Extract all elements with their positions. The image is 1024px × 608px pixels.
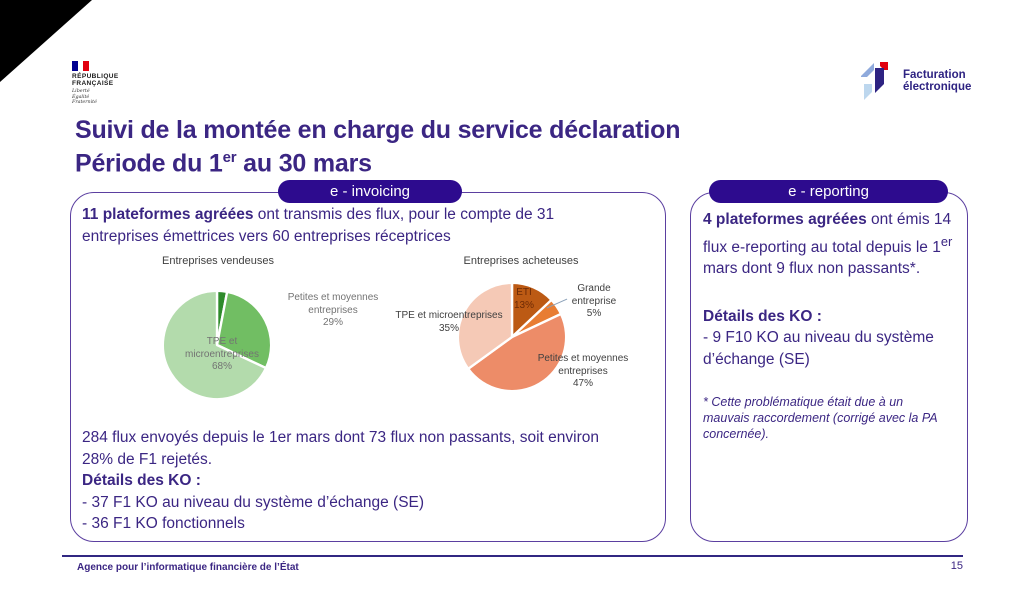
invoicing-details — [82, 427, 602, 535]
motto-fraternite: Fraternité — [72, 100, 97, 106]
vendeuses-chart-title: Entreprises vendeuses — [162, 255, 274, 267]
acheteuses-label-grande: Grande entreprise 5% — [571, 283, 617, 319]
reporting-ko-item1: - 9 F10 KO au niveau du système d’échange (SE) — [703, 329, 934, 368]
page-number: 15 — [950, 560, 963, 572]
vendeuses-label-tpe: TPE et microentreprises 68% — [185, 336, 259, 372]
reporting-ko-title: Détails des KO : — [703, 307, 822, 325]
motto-egalite: Égalité — [72, 94, 90, 100]
acheteuses-label-tpe: TPE et microentreprises 35% — [395, 310, 503, 334]
acheteuses-label-eti: ETI 13% — [513, 287, 534, 311]
reporting-footnote: * Cette problématique était due à un mauvais raccordement (corrigé avec la PA concernée). — [703, 395, 938, 442]
footer-agency: Agence pour l’informatique financière de l’État — [77, 562, 299, 573]
facturation-electronique-logo — [858, 60, 971, 102]
invoicing-header-pill: e - invoicing — [278, 180, 462, 203]
republique-label: RÉPUBLIQUE — [72, 73, 119, 80]
flag-red-band — [83, 61, 89, 71]
footer-divider — [62, 555, 963, 557]
reporting-header-pill: e - reporting — [709, 180, 948, 203]
french-flag-icon — [72, 61, 89, 71]
page-title-line1: Suivi de la montée en charge du service déclaration — [75, 116, 681, 144]
acheteuses-chart-title: Entreprises acheteuses — [463, 255, 579, 267]
brand-line2: électronique — [903, 81, 972, 93]
francaise-label: FRANÇAISE — [72, 80, 114, 87]
motto-liberte: Liberté — [72, 89, 90, 94]
page-title-line2: Période du 1er au 30 mars — [75, 149, 372, 178]
vendeuses-label-pme: Petites et moyennes entreprises 29% — [287, 292, 379, 328]
republique-francaise-logo — [72, 61, 162, 106]
pinwheel-arrows-icon — [858, 60, 898, 102]
invoicing-ko-item2: - 36 F1 KO fonctionnels — [82, 515, 245, 532]
reporting-body — [703, 209, 955, 442]
brand-line1: Facturation — [903, 69, 966, 81]
invoicing-ko-item1: - 37 F1 KO au niveau du système d’échange (SE) — [82, 493, 425, 511]
reporting-intro: 4 plateformes agréées ont émis 14 flux e-reporting au total depuis le 1er mars dont 9 flux non passants*. — [703, 211, 953, 278]
invoicing-intro-bold: 11 plateformes agréées — [82, 206, 254, 223]
invoicing-ko-title: Détails des KO : — [82, 472, 201, 489]
invoicing-flux-summary: 284 flux envoyés depuis le 1er mars dont 73 flux non passants, soit environ 28% de F1 rejetés. — [82, 429, 599, 468]
invoicing-intro — [82, 204, 627, 247]
page-title — [75, 116, 680, 177]
invoicing-intro-rest: ont transmis des flux, pour le compte de 31 entreprises émettrices vers 60 entreprises réceptrices — [82, 206, 555, 245]
acheteuses-label-pme: Petites et moyennes entreprises 47% — [537, 353, 629, 389]
